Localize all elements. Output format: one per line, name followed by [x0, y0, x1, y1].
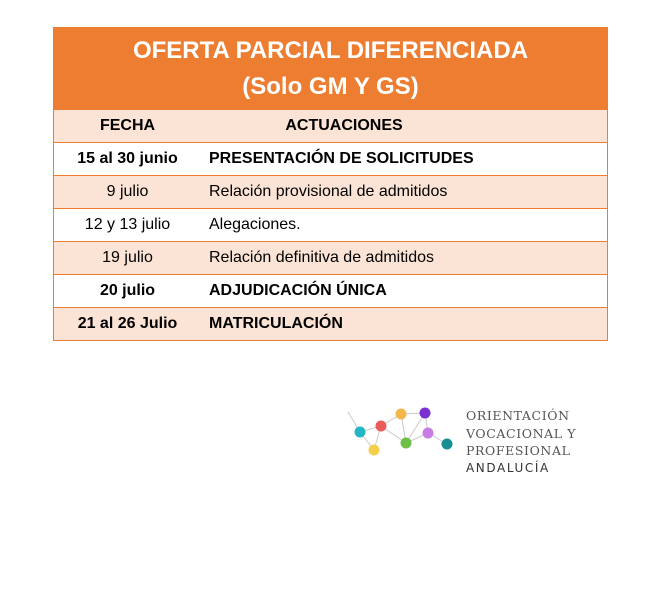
logo-region: ANDALUCÍA [466, 460, 550, 475]
schedule-table [53, 27, 608, 341]
table-row [54, 241, 607, 274]
column-header-action: ACTUACIONES [285, 117, 403, 134]
table-row [54, 307, 607, 340]
column-header-row [54, 109, 607, 142]
table-row [54, 274, 607, 307]
table-row [54, 175, 607, 208]
row-date: 15 al 30 junio [77, 150, 178, 167]
organization-logo [346, 404, 596, 475]
logo-line-1: ORIENTACIÓN [466, 408, 570, 423]
column-header-date: FECHA [99, 117, 156, 134]
table-header [54, 28, 607, 109]
row-action: MATRICULACIÓN [209, 315, 343, 332]
table-title: OFERTA PARCIAL DIFERENCIADA [132, 37, 529, 64]
table-row [54, 142, 607, 175]
logo-line-2: VOCACIONAL Y [466, 425, 577, 441]
row-date: 12 y 13 julio [84, 216, 171, 233]
row-action: Relación provisional de admitidos [209, 183, 448, 200]
row-action: PRESENTACIÓN DE SOLICITUDES [209, 150, 474, 167]
network-molecule-icon [346, 404, 456, 464]
row-date: 9 julio [106, 183, 149, 200]
logo-text [466, 407, 576, 477]
row-action: Alegaciones. [209, 216, 301, 233]
row-action: Relación definitiva de admitidos [209, 249, 435, 266]
table-row [54, 208, 607, 241]
row-date: 19 julio [102, 249, 153, 266]
row-date: 20 julio [99, 282, 156, 299]
row-date: 21 al 26 Julio [77, 315, 178, 332]
row-action: ADJUDICACIÓN ÚNICA [209, 282, 387, 299]
table-subtitle: (Solo GM Y GS) [242, 73, 419, 100]
logo-line-3: PROFESIONAL [466, 443, 571, 458]
